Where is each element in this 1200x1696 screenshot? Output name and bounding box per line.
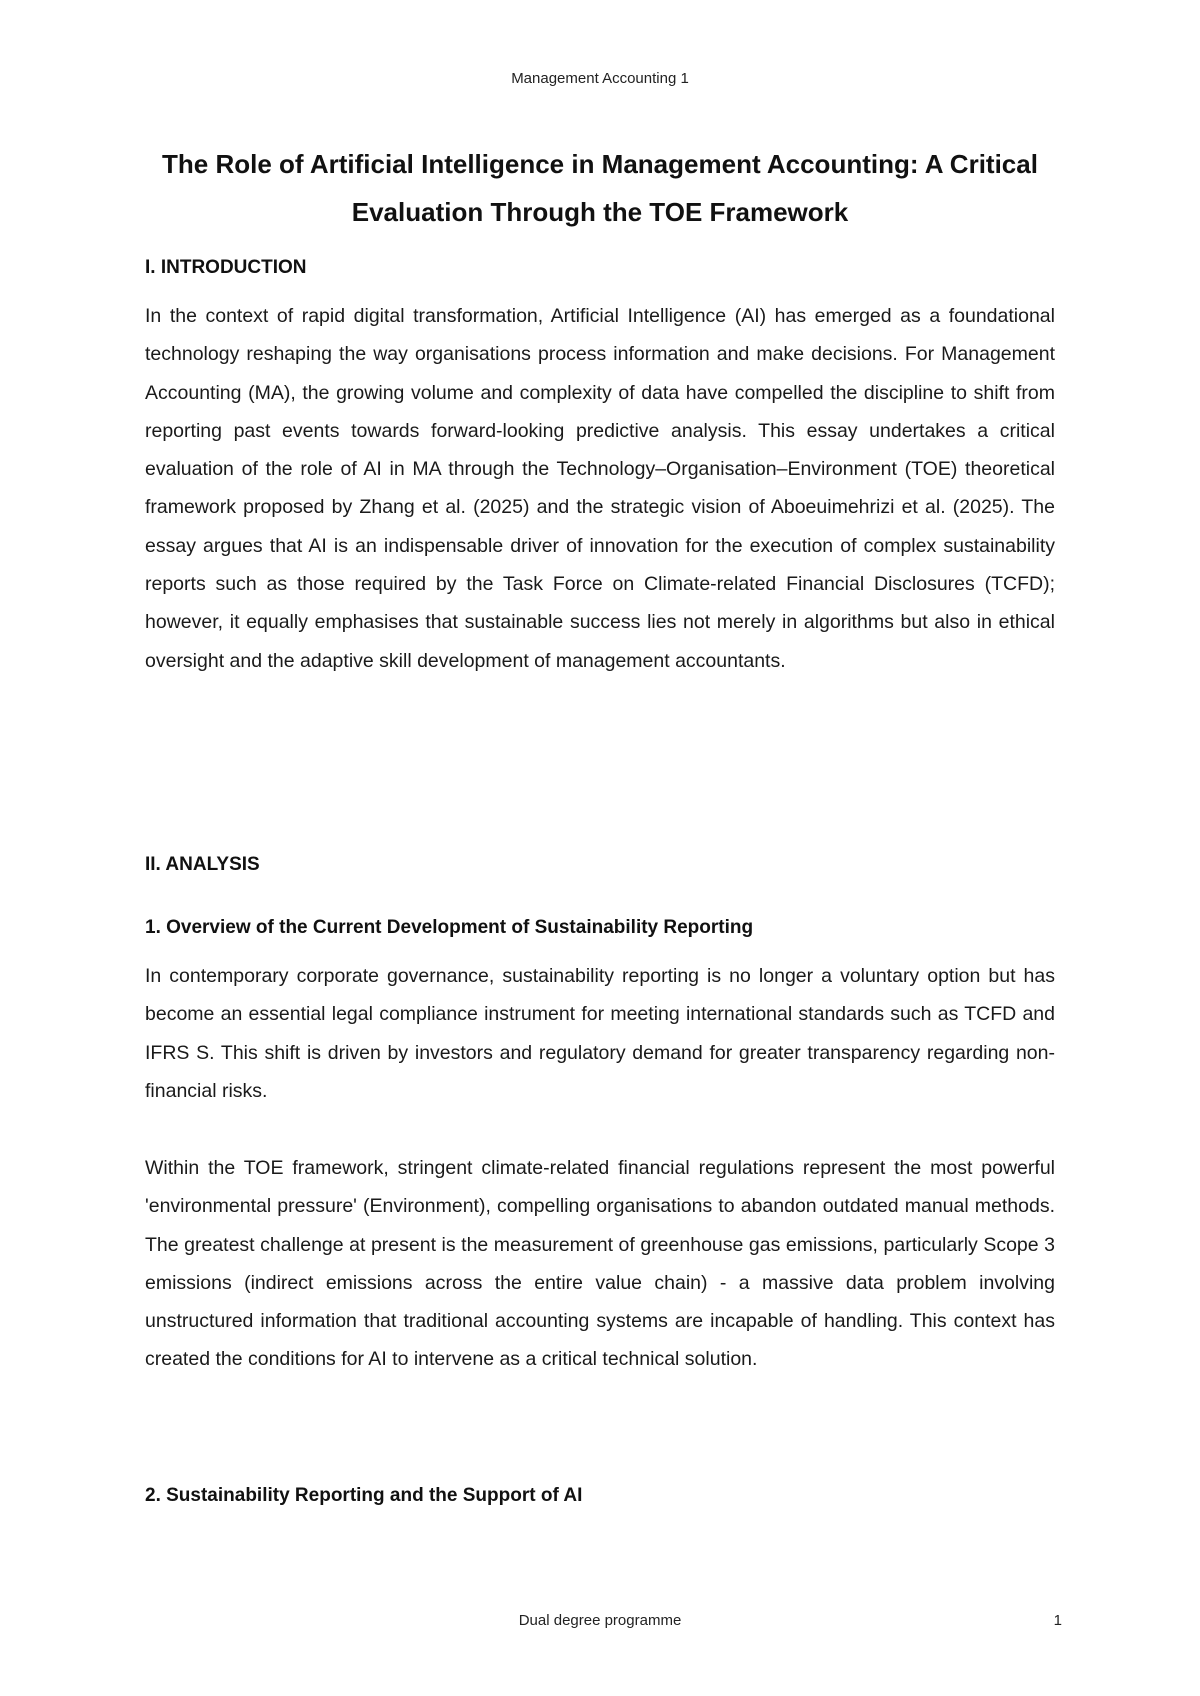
overview-paragraph-2: Within the TOE framework, stringent climate-related financial regulations represent the most powerful 'environmental pressure' (Environment), compelling organisations to abandon outdated manual methods. The greatest challenge at present is the measurement of greenhouse gas emissions, particularly Scope 3 emissions (indirect emissions across the entire value chain) - a massive data problem involving unstructured information that traditional accounting systems are incapable of handling. This context has created the conditions for AI to intervene as a critical technical solution. [145,1157,1055,1371]
running-header: Management Accounting 1 [511,70,689,87]
section-heading-introduction: I. INTRODUCTION [145,257,307,278]
section-heading-analysis: II. ANALYSIS [145,854,260,875]
subsection-heading-sustainability-ai: 2. Sustainability Reporting and the Support of AI [145,1485,583,1506]
footer-programme-label: Dual degree programme [518,1612,682,1629]
overview-paragraph-1: In contemporary corporate governance, sustainability reporting is no longer a voluntary option but has become an essential legal compliance instrument for meeting international standards such as TCFD and IFRS S. This shift is driven by investors and regulatory demand for greater transparency regarding non-financial risks. [145,965,1055,1102]
subsection-heading-overview: 1. Overview of the Current Development of Sustainability Reporting [145,917,754,938]
document-title: The Role of Artificial Intelligence in Management Accounting: A Critical Evaluation Through the TOE Framework [162,149,1038,227]
introduction-paragraph: In the context of rapid digital transformation, Artificial Intelligence (AI) has emerged as a foundational technology reshaping the way organisations process information and make decisions. For Management Accounting (MA), the growing volume and complexity of data have compelled the discipline to shift from reporting past events towards forward-looking predictive analysis. This essay undertakes a critical evaluation of the role of AI in MA through the Technology–Organisation–Environment (TOE) theoretical framework proposed by Zhang et al. (2025) and the strategic vision of Aboeuimehrizi et al. (2025). The essay argues that AI is an indispensable driver of innovation for the execution of complex sustainability reports such as those required by the Task Force on Climate-related Financial Disclosures (TCFD); however, it equally emphasises that sustainable success lies not merely in algorithms but also in ethical oversight and the adaptive skill development of management accountants. [145,305,1055,672]
footer-page-number: 1 [1053,1612,1062,1629]
